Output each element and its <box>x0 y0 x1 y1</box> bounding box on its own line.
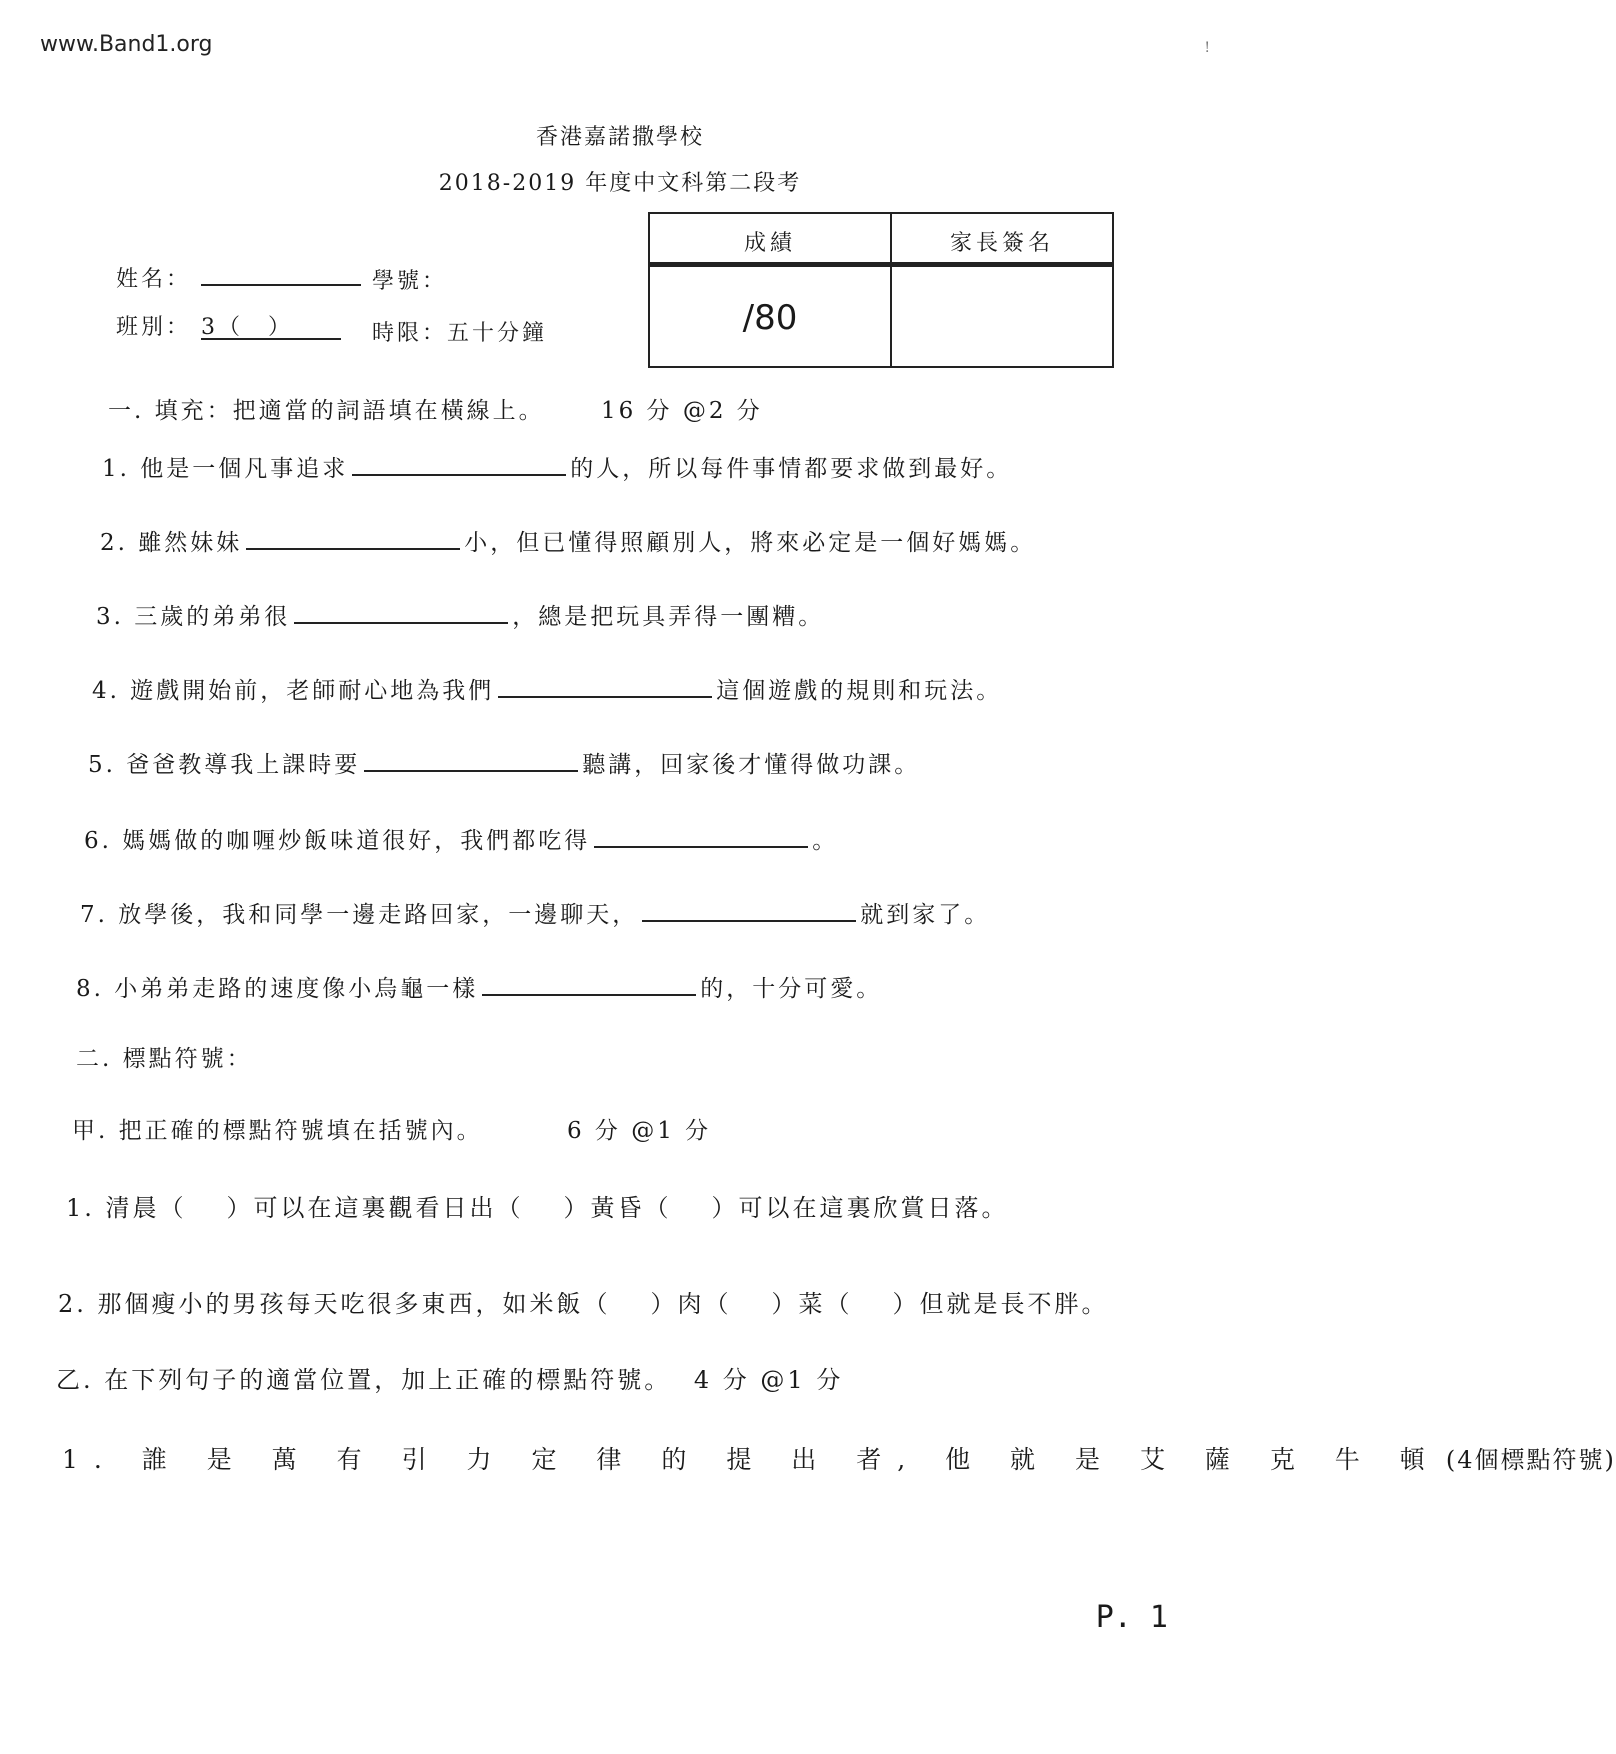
question-4 <box>92 672 1002 705</box>
question-text: 的人，所以每件事情都要求做到最好。 <box>570 456 1013 482</box>
website-watermark: www.Band1.org <box>40 32 213 57</box>
answer-blank[interactable] <box>594 824 808 848</box>
class-label: 班別： <box>116 315 192 340</box>
question-text: 小，但已懂得照顧別人，將來必定是一個好媽媽。 <box>464 530 1037 556</box>
part-a-title: 甲. 把正確的標點符號填在括號內。 <box>72 1118 483 1144</box>
class-value: 3（ ） <box>201 310 341 340</box>
section1-heading <box>108 392 763 425</box>
question-5 <box>88 746 920 779</box>
score-value: /80 <box>742 298 798 338</box>
answer-blank[interactable] <box>498 674 712 698</box>
question-text: 。 <box>812 828 839 854</box>
question-text: 的，十分可愛。 <box>700 976 883 1002</box>
question-text: 3. 三歲的弟弟很 <box>96 604 291 630</box>
school-title: 香港嘉諾撒學校 <box>535 125 704 150</box>
part-b-marks: 4 分 @1 分 <box>693 1366 844 1394</box>
answer-blank[interactable] <box>364 748 578 772</box>
exam-title: 2018-2019 年度中文科第二段考 <box>438 171 802 196</box>
section2-heading: 二. 標點符號： <box>76 1046 253 1072</box>
part-a-question-1 <box>66 1188 1009 1223</box>
part-b-question-1 <box>62 1440 1616 1476</box>
question-text: ）可以在這裏欣賞日落。 <box>711 1194 1009 1222</box>
question-text: ）黃昏（ <box>563 1194 672 1222</box>
part-b-title: 乙. 在下列句子的適當位置，加上正確的標點符號。 <box>56 1366 672 1394</box>
question-text: ）肉（ <box>650 1290 732 1318</box>
name-blank[interactable] <box>201 258 361 286</box>
answer-blank[interactable] <box>294 600 508 624</box>
question-text: ）可以在這裏觀看日出（ <box>226 1194 524 1222</box>
question-2 <box>100 524 1036 557</box>
question-text: 1. 誰 是 萬 有 引 力 定 律 的 提 出 者, 他 就 是 艾 薩 克 牛 頓 <box>62 1445 1441 1474</box>
answer-blank[interactable] <box>642 898 856 922</box>
part-b-heading <box>56 1360 843 1395</box>
name-label: 姓名： <box>116 267 192 292</box>
answer-blank[interactable] <box>352 452 566 476</box>
question-text: 2. 那個瘦小的男孩每天吃很多東西，如米飯（ <box>58 1290 611 1318</box>
name-field <box>116 258 361 293</box>
question-text: 5. 爸爸教導我上課時要 <box>88 752 361 778</box>
question-text: 這個遊戲的規則和玩法。 <box>716 678 1003 704</box>
question-text: 2. 雖然妹妹 <box>100 530 243 556</box>
time-limit: 時限：五十分鐘 <box>372 321 548 346</box>
parent-signature-header: 家長簽名 <box>949 231 1054 256</box>
question-text: 7. 放學後，我和同學一邊走路回家，一邊聊天， <box>80 902 639 928</box>
question-7 <box>80 896 990 929</box>
question-6 <box>84 822 838 855</box>
section1-marks: 16 分 @2 分 <box>600 398 763 424</box>
question-text: ，總是把玩具弄得一團糟。 <box>512 604 825 630</box>
question-note: (4個標點符號) <box>1445 1446 1616 1474</box>
question-text: 就到家了。 <box>860 902 991 928</box>
score-table-header-rule <box>650 262 1112 267</box>
question-3 <box>96 598 824 631</box>
question-text: 1. 清晨（ <box>66 1194 187 1222</box>
question-1 <box>102 450 1012 483</box>
question-text: ）菜（ <box>771 1290 853 1318</box>
part-a-marks: 6 分 @1 分 <box>566 1118 712 1144</box>
part-a-heading <box>72 1112 711 1145</box>
question-text: 1. 他是一個凡事追求 <box>102 456 349 482</box>
question-text: ）但就是長不胖。 <box>892 1290 1109 1318</box>
section1-title: 一. 填充：把適當的詞語填在橫線上。 <box>108 398 545 424</box>
score-header: 成績 <box>743 231 796 256</box>
student-no-label: 學號： <box>372 269 448 294</box>
page-number: P. 1 <box>1095 1600 1168 1635</box>
question-text: 聽講，回家後才懂得做功課。 <box>582 752 921 778</box>
question-text: 6. 媽媽做的咖喱炒飯味道很好，我們都吃得 <box>84 828 591 854</box>
answer-blank[interactable] <box>246 526 460 550</box>
question-text: 4. 遊戲開始前，老師耐心地為我們 <box>92 678 495 704</box>
score-table <box>648 212 1114 368</box>
question-8 <box>76 970 882 1003</box>
part-a-question-2 <box>58 1284 1109 1319</box>
class-field <box>116 310 341 341</box>
corner-mark: ! <box>1204 40 1210 56</box>
question-text: 8. 小弟弟走路的速度像小烏龜一樣 <box>76 976 479 1002</box>
answer-blank[interactable] <box>482 972 696 996</box>
